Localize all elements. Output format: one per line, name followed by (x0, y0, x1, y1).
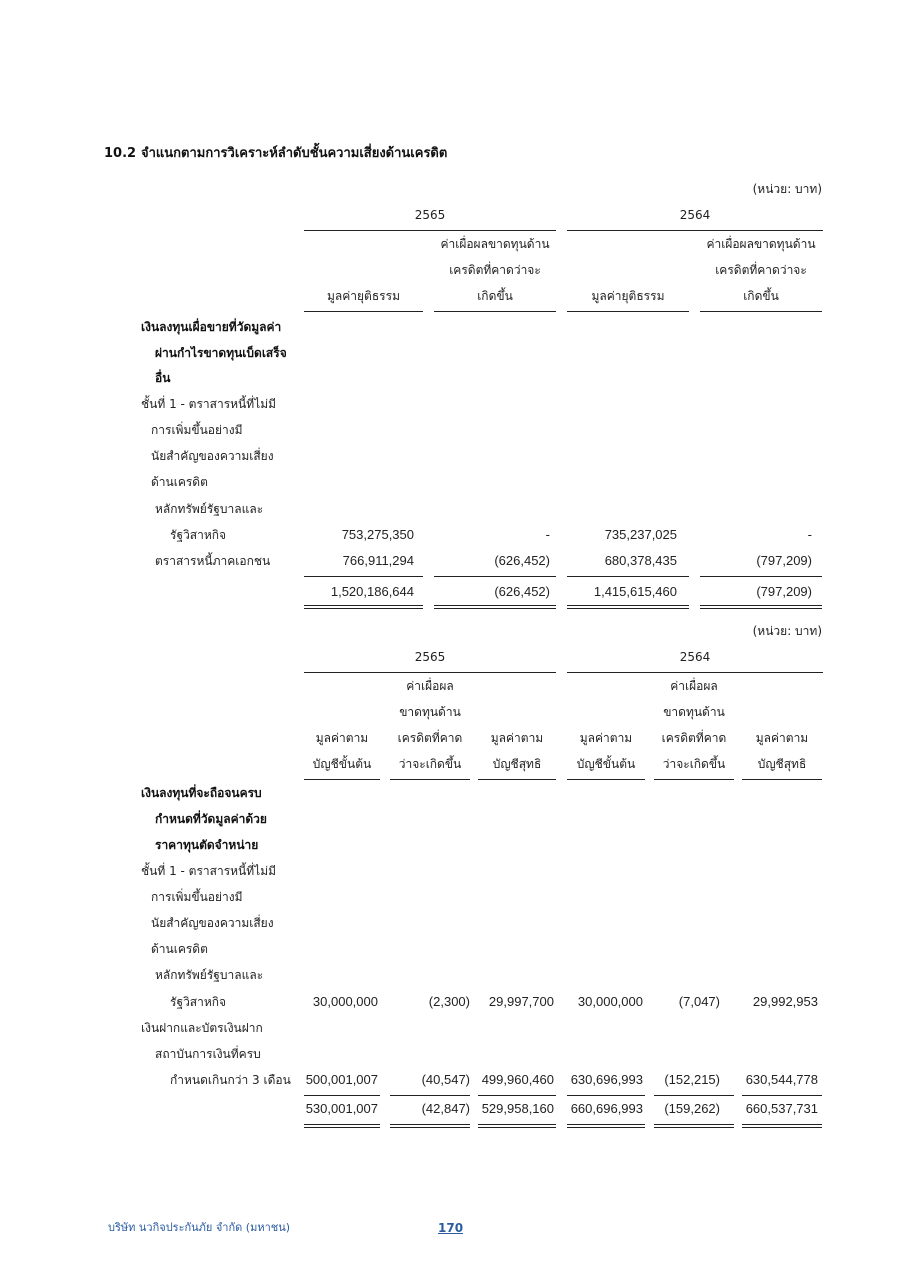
fair-value-header: มูลค่ายุติธรรม (591, 289, 665, 303)
allowance-header: เครดิตที่คาด (661, 731, 727, 745)
gross-header: บัญชีขั้นต้น (576, 757, 636, 771)
group-title: เงินลงทุนเผื่อขายที่วัดมูลค่า (141, 320, 282, 334)
allowance-header: ค่าเผื่อผลขาดทุนด้าน (706, 237, 816, 251)
row-label: ตราสารหนี้ภาคเอกชน (155, 554, 271, 568)
allowance-header: เกิดขึ้น (477, 289, 513, 303)
stage-label: ด้านเครดิต (151, 942, 208, 956)
allowance-header: ค่าเผื่อผลขาดทุนด้าน (440, 237, 550, 251)
net-header: มูลค่าตาม (755, 731, 809, 745)
table-cell: 499,960,460 (481, 1072, 554, 1087)
allowance-header: ขาดทุนด้าน (399, 705, 461, 719)
group-title: เงินลงทุนที่จะถือจนครบ (141, 786, 262, 800)
stage-label: ด้านเครดิต (151, 475, 208, 489)
row-label: รัฐวิสาหกิจ (170, 528, 227, 542)
stage-label: การเพิ่มขึ้นอย่างมี (151, 890, 243, 904)
table-cell: 29,997,700 (488, 994, 554, 1009)
table-cell: (797,209) (756, 553, 812, 568)
section-title: จำแนกตามการวิเคราะห์ลำดับชั้นความเสี่ยงด้านเครดิต (141, 146, 448, 161)
table-cell: 630,696,993 (570, 1072, 643, 1087)
allowance-header: เกิดขึ้น (743, 289, 779, 303)
group-title: ผ่านกำไรขาดทุนเบ็ดเสร็จ (155, 346, 287, 360)
page-number: 170 (438, 1221, 464, 1235)
allowance-header: ขาดทุนด้าน (663, 705, 725, 719)
row-label: กำหนดเกินกว่า 3 เดือน (170, 1073, 291, 1087)
footer-company: บริษัท นวกิจประกันภัย จำกัด (มหาชน) (108, 1221, 291, 1234)
allowance-header: เครดิตที่คาด (397, 731, 463, 745)
stage-label: การเพิ่มขึ้นอย่างมี (151, 423, 243, 437)
row-label: หลักทรัพย์รัฐบาลและ (155, 502, 264, 516)
total-cell: 1,520,186,644 (330, 584, 414, 599)
gross-header: บัญชีขั้นต้น (312, 757, 372, 771)
total-cell: (626,452) (494, 584, 550, 599)
net-header: บัญชีสุทธิ (492, 757, 542, 771)
group-title: ราคาทุนตัดจำหน่าย (155, 838, 259, 852)
table-cell: (7,047) (678, 994, 720, 1009)
allowance-header: ค่าเผื่อผล (670, 679, 718, 693)
total-cell: 530,001,007 (305, 1101, 378, 1116)
row-label: รัฐวิสาหกิจ (170, 995, 227, 1009)
stage-label: ชั้นที่ 1 - ตราสารหนี้ที่ไม่มี (141, 397, 277, 411)
allowance-header: เครดิตที่คาดว่าจะ (449, 263, 541, 277)
row-label: เงินฝากและบัตรเงินฝาก (141, 1021, 263, 1035)
year-header-2565: 2565 (414, 208, 446, 222)
total-cell: (42,847) (421, 1101, 470, 1116)
year-header-2565: 2565 (414, 650, 446, 664)
fair-value-header: มูลค่ายุติธรรม (327, 289, 400, 303)
table-cell: 30,000,000 (577, 994, 643, 1009)
year-header-2564: 2564 (679, 650, 711, 664)
row-label: สถาบันการเงินที่ครบ (155, 1047, 261, 1061)
total-cell: 529,958,160 (481, 1101, 554, 1116)
table-cell: 29,992,953 (752, 994, 818, 1009)
net-header: บัญชีสุทธิ (757, 757, 807, 771)
gross-header: มูลค่าตาม (315, 731, 369, 745)
table-cell: - (807, 527, 812, 542)
total-cell: 1,415,615,460 (593, 584, 677, 599)
table-cell: (40,547) (421, 1072, 470, 1087)
table-cell: (152,215) (664, 1072, 720, 1087)
group-title: อื่น (155, 371, 171, 385)
section-number: 10.2 (104, 146, 137, 161)
year-header-2564: 2564 (679, 208, 711, 222)
table-cell: - (545, 527, 550, 542)
table-cell: 766,911,294 (342, 553, 414, 568)
total-cell: 660,537,731 (745, 1101, 818, 1116)
group-title: กำหนดที่วัดมูลค่าด้วย (155, 812, 267, 826)
total-cell: 660,696,993 (570, 1101, 643, 1116)
gross-header: มูลค่าตาม (579, 731, 633, 745)
unit-label: (หน่วย: บาท) (752, 182, 822, 196)
total-cell: (797,209) (756, 584, 812, 599)
table-cell: 735,237,025 (604, 527, 677, 542)
stage-label: ชั้นที่ 1 - ตราสารหนี้ที่ไม่มี (141, 864, 277, 878)
allowance-header: ว่าจะเกิดขึ้น (662, 757, 726, 771)
table-cell: 753,275,350 (341, 527, 414, 542)
total-cell: (159,262) (664, 1101, 720, 1116)
stage-label: นัยสำคัญของความเสี่ยง (151, 916, 274, 930)
table-cell: 30,000,000 (312, 994, 378, 1009)
row-label: หลักทรัพย์รัฐบาลและ (155, 968, 264, 982)
net-header: มูลค่าตาม (490, 731, 544, 745)
table-cell: 630,544,778 (745, 1072, 818, 1087)
allowance-header: ว่าจะเกิดขึ้น (398, 757, 462, 771)
table-cell: 500,001,007 (305, 1072, 378, 1087)
table-cell: (2,300) (428, 994, 470, 1009)
table-cell: (626,452) (494, 553, 550, 568)
table-cell: 680,378,435 (604, 553, 677, 568)
allowance-header: เครดิตที่คาดว่าจะ (715, 263, 807, 277)
unit-label: (หน่วย: บาท) (752, 624, 822, 638)
stage-label: นัยสำคัญของความเสี่ยง (151, 449, 274, 463)
allowance-header: ค่าเผื่อผล (406, 679, 454, 693)
